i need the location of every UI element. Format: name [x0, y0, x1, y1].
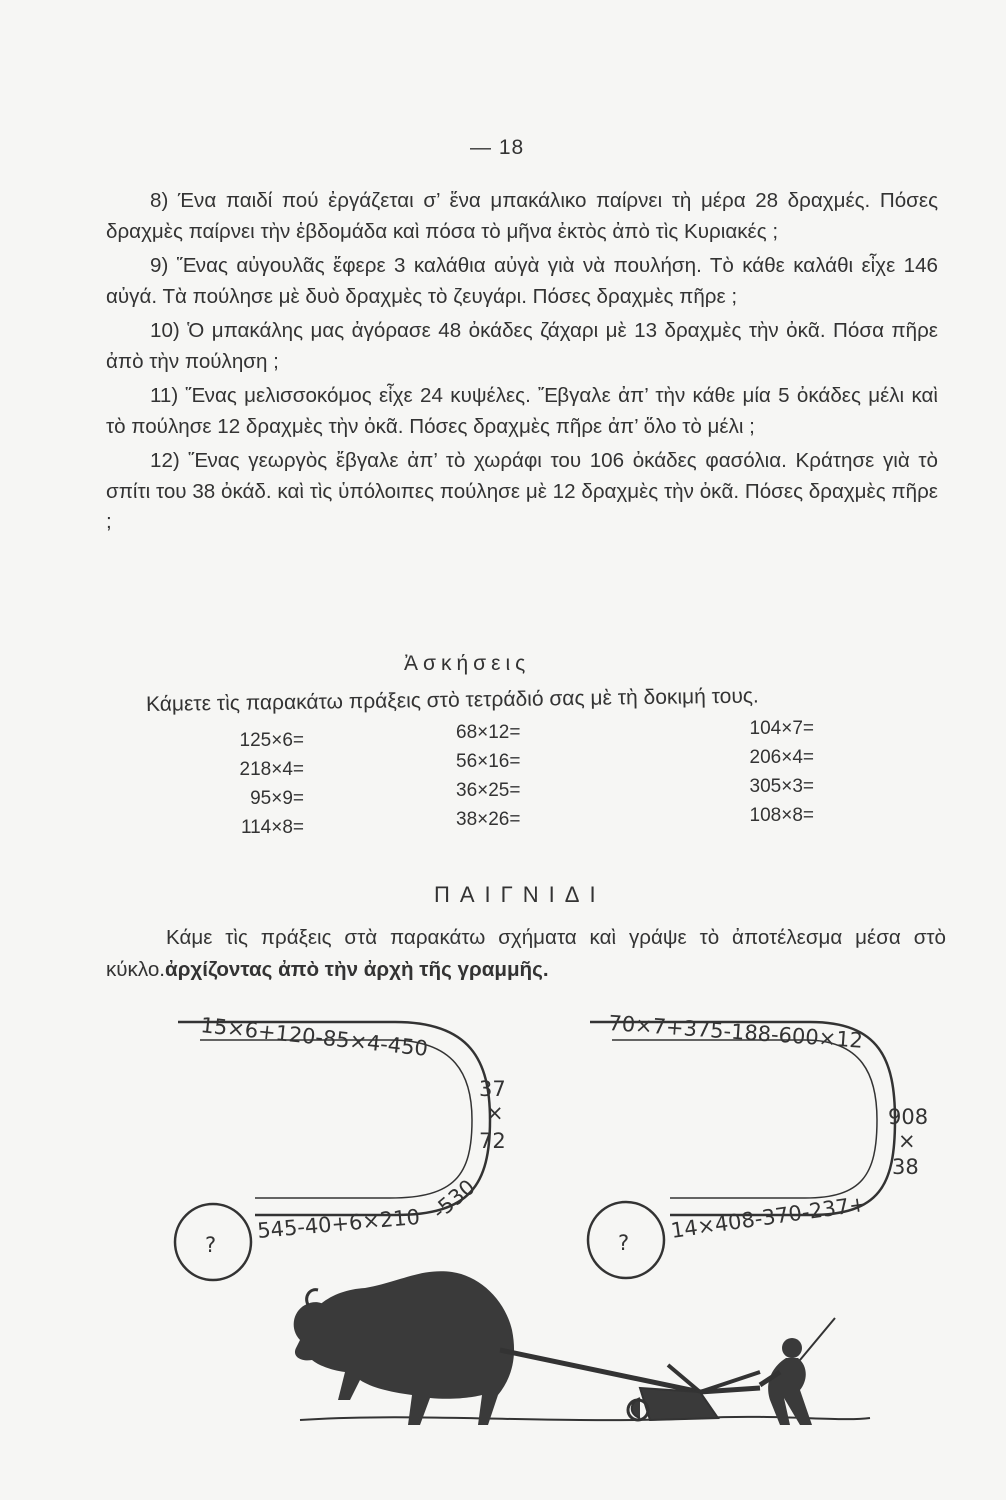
exercise-item: 56×16= — [456, 751, 521, 772]
left-puzzle-bottom: 545-40+6×210 — [256, 1204, 421, 1243]
word-problems — [106, 186, 938, 542]
right-puzzle-answer-circle — [588, 1202, 664, 1278]
exercise-item: 206×4= — [749, 747, 814, 768]
exercise-column-3 — [714, 714, 814, 830]
left-puzzle-right-op: × — [486, 1101, 504, 1125]
game-title: ΠΑΙΓΝΙΔΙ — [434, 882, 606, 907]
left-puzzle-track-outer — [178, 1022, 490, 1215]
farmer-head — [782, 1338, 802, 1358]
problem-12: 12) Ἕνας γεωργὸς ἔβγαλε ἀπ’ τὸ χωράφι του 106 ὀκάδες φασόλια. Κράτησε γιὰ τὸ σπίτι του 38 ὀκάδ. καὶ τὶς ὑπόλοιπες πούλησε μὲ 12 δραχμὲς τὴν ὀκᾶ. Πόσες δραχμὲς πῆρε ; — [106, 449, 938, 533]
right-puzzle-track-inner — [612, 1040, 877, 1198]
right-puzzle-right-op: × — [898, 1129, 916, 1153]
plough-wheel — [628, 1400, 648, 1420]
exercise-item: 305×3= — [749, 776, 814, 797]
left-puzzle-answer-circle — [175, 1204, 251, 1280]
left-puzzle-top: 15×6+120-85×4-450 — [199, 1013, 430, 1061]
exercise-item: 218×4= — [239, 759, 304, 780]
left-puzzle-track-inner — [200, 1040, 472, 1198]
farmer-arm — [760, 1372, 780, 1385]
exercises-instruction: Κάμετε τὶς παρακάτω πράξεις στὸ τετράδιό σας μὲ τὴ δοκιμή τους. — [145, 684, 759, 716]
farmer-body — [768, 1358, 812, 1425]
exercise-item: 114×8= — [240, 817, 304, 838]
left-puzzle-bottom-curve: -530 — [427, 1174, 480, 1224]
problem-9: 9) Ἕνας αὐγουλᾶς ἔφερε 3 καλάθια αὐγὰ γιὰ νὰ πουλήση. Τὸ κάθε καλάθι εἶχε 146 αὐγά. Τὰ πούλησε μὲ δυὸ δραχμὲς τὸ ζευγάρι. Πόσες δραχμὲς πῆρε ; — [106, 254, 938, 308]
problem-11: 11) Ἕνας μελισσοκόμος εἶχε 24 κυψέλες. Ἔβγαλε ἀπ’ τὴν κάθε μία 5 ὀκάδες μέλι καὶ τὸ πούλησε 12 δραχμὲς τὴν ὀκᾶ. Πόσες δραχμὲς πῆρε ἀπ’ ὅλο τὸ μέλι ; — [106, 384, 938, 438]
right-puzzle-circle-mark: ? — [618, 1231, 630, 1255]
right-puzzle-top: 70×7+375-188-600×12 — [607, 1011, 864, 1053]
exercise-item: 68×12= — [456, 722, 521, 743]
exercises-title: Ἀσκήσεις — [404, 652, 531, 675]
right-puzzle-bottom: 14×408-370-237+ — [669, 1191, 869, 1243]
ox-silhouette — [295, 1271, 514, 1425]
problem-8: 8) Ένα παιδί πού ἐργάζεται σ’ ἕνα μπακάλικο παίρνει τὴ μέρα 28 δραχμές. Πόσες δραχμὲς παίρνει τὴν ἑβδομάδα καὶ πόσα τὸ μῆνα ἐκτὸς ἀπὸ τὶς Κυριακές ; — [106, 189, 938, 243]
exercise-item: 36×25= — [456, 780, 521, 801]
exercise-column-1 — [198, 726, 304, 842]
plough — [632, 1388, 718, 1420]
page-number-dash: — — [470, 136, 499, 159]
exercise-item: 104×7= — [749, 718, 814, 739]
ground-line — [300, 1417, 870, 1420]
left-puzzle-circle-mark: ? — [205, 1233, 217, 1257]
farmer-whip — [800, 1318, 835, 1360]
left-puzzle-right-1: 37 — [479, 1077, 506, 1101]
exercise-item: 38×26= — [456, 809, 521, 830]
ploughing-illustration — [294, 1271, 870, 1425]
exercise-column-2 — [456, 718, 520, 834]
game-instruction — [106, 922, 946, 986]
problem-10: 10) Ὁ μπακάλης μας ἀγόρασε 48 ὀκάδες ζάχαρι μὲ 13 δραχμὲς τὴν ὀκᾶ. Πόσα πῆρε ἀπὸ τὴν πούληση ; — [106, 319, 938, 373]
plough-handle — [668, 1365, 760, 1392]
left-puzzle-right-2: 72 — [479, 1129, 506, 1153]
exercise-item: 125×6= — [239, 730, 304, 751]
plough-beam — [500, 1350, 760, 1392]
page-number — [470, 136, 524, 160]
exercise-item: 108×8= — [749, 805, 814, 826]
exercise-item: 95×9= — [250, 788, 304, 809]
game-instruction-text: Κάμε τὶς πράξεις στὰ παρακάτω σχήματα καὶ γράψε τὸ ἀποτέλεσμα μέσα στὸ κύκλο. — [106, 926, 946, 981]
page-number-value: 18 — [498, 136, 525, 159]
ox-head — [294, 1302, 330, 1340]
right-puzzle-track-outer — [590, 1022, 895, 1215]
ox-horn — [307, 1290, 318, 1305]
game-instruction-bold: ἀρχίζοντας ἀπὸ τὴν ἀρχὴ τῆς γραμμῆς. — [165, 958, 549, 981]
right-puzzle-right-2: 38 — [892, 1155, 919, 1179]
right-puzzle-right-1: 908 — [888, 1105, 929, 1129]
